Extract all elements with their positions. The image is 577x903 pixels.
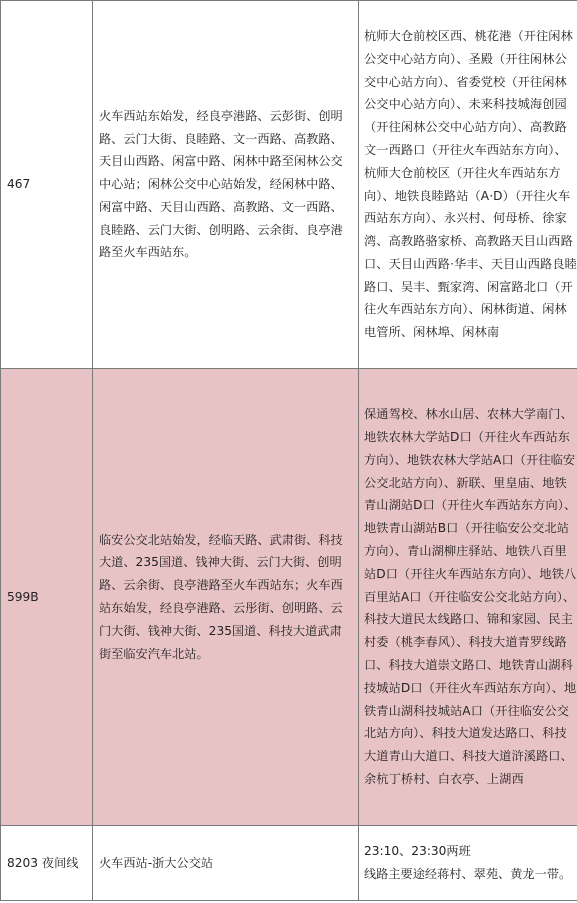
route-stops: 保通驾校、林水山居、农林大学南门、地铁农林大学站D口（开往火车西站东方向）、地铁农林大学站A口（开往临安公交北站方向）、新联、里皇庙、地铁青山湖站D口（开往火车西站东方向）、地铁青山湖站B口（开往临安公交北站方向）、青山湖柳庄驿站、地铁八百里站D口（开往火车西站东方向）、地铁八百里站A口（开往临安公交北站方向）、科技大道民太线路口、锦和家园、民主村委（桃李春风）、科技大道青罗线路口、科技大道崇文路口、地铁青山湖科技城站D口（开往火车西站东方向）、地铁青山湖科技城站A口（开往临安公交北站方向）、科技大道发达路口、科技大道青山大道口、科技大道浒溪路口、余杭丁桥村、白衣亭、上湖西: [359, 369, 577, 826]
route-stops: 23:10、23:30两班 线路主要途经蒋村、翠苑、黄龙一带。: [359, 826, 577, 901]
route-path: 临安公交北站始发，经临天路、武肃街、科技大道、235国道、钱神大街、云门大街、创明路、云余街、良亭港路至火车西站东；火车西站东始发，经良亭港路、云彤街、创明路、云门大街、钱神大街、235国道、科技大道武肃街至临安汽车北站。: [93, 369, 359, 826]
route-path: 火车西站-浙大公交站: [93, 826, 359, 901]
table-row: [1, 369, 577, 826]
route-id: 467: [1, 1, 93, 369]
route-stops: 杭师大仓前校区西、桃花港（开往闲林公交中心站方向）、圣殿（开往闲林公交中心站方向）、省委党校（开往闲林公交中心站方向）、未来科技城海创园（开往闲林公交中心站方向）、高教路文一西路口（开往火车西站东方向）、杭师大仓前校区（开往火车西站东方向）、地铁良睦路站（A·D）（开往火车西站东方向）、永兴村、何母桥、徐家湾、高教路骆家桥、高教路天目山西路口、天目山西路·华丰、天目山西路良睦路口、吴丰、甄家湾、闲富路北口（开往火车西站东方向）、闲林街道、闲林电管所、闲林埠、闲林南: [359, 1, 577, 369]
table-row: [1, 826, 577, 901]
table-row: [1, 1, 577, 369]
route-path: 火车西站东始发，经良亭港路、云彭街、创明路、云门大街、良睦路、文一西路、高教路、天目山西路、闲富中路、闲林中路至闲林公交中心站；闲林公交中心站始发，经闲林中路、闲富中路、天目山西路、高教路、文一西路、良睦路、云门大街、创明路、云余街、良亭港路至火车西站东。: [93, 1, 359, 369]
route-id: 8203 夜间线: [1, 826, 93, 901]
route-id: 599B: [1, 369, 93, 826]
